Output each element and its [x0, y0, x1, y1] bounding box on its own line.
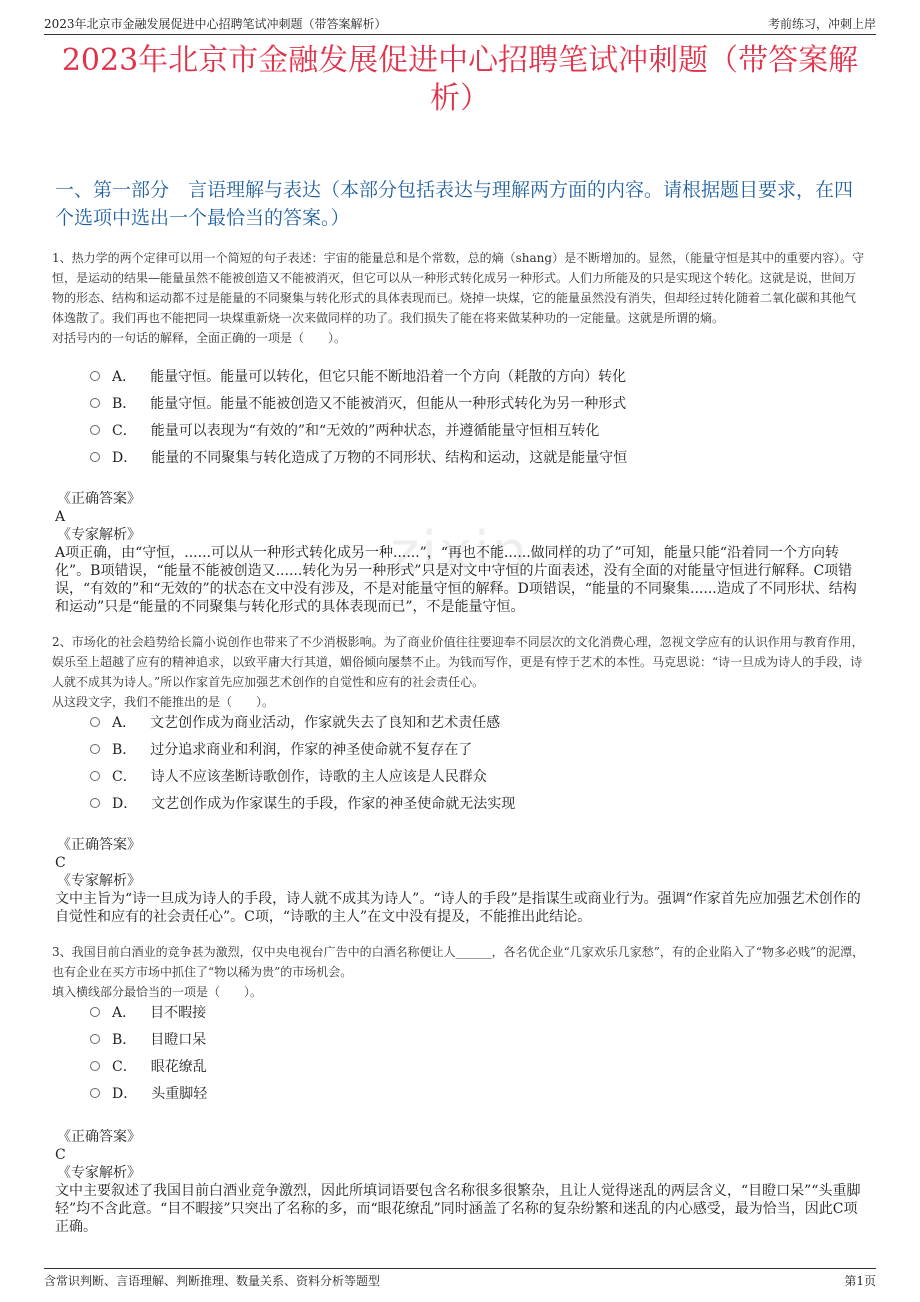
question-2-stem [52, 632, 865, 712]
option-a[interactable] [90, 998, 207, 1025]
option-c[interactable] [90, 762, 515, 789]
option-key: B． [112, 1031, 137, 1048]
option-text: 头重脚轻 [151, 1085, 208, 1102]
option-key: A． [112, 1004, 137, 1021]
question-stem-text: 2、市场化的社会趋势给长篇小说创作也带来了不少消极影响。为了商业价值往往要迎奉不同层次的文化消费心理，忽视文学应有的认识作用与教育作用，娱乐至上超越了应有的精神追求，以致平庸大行其道，媚俗倾向屡禁不止。为钱而写作，更是有悖于艺术的本性。马克思说：“诗一旦成为诗人的手段，诗人就不成其为诗人。”所以作家首先应加强艺术创作的自觉性和应有的社会责任心。 [52, 635, 864, 689]
option-text: 过分追求商业和利润，作家的神圣使命就不复存在了 [150, 741, 473, 758]
option-text: 诗人不应该垄断诗歌创作，诗歌的主人应该是人民群众 [150, 768, 487, 785]
question-stem-text: 1、热力学的两个定律可以用一个简短的句子表述：宇宙的能量总和是个常数，总的熵（shang）是不断增加的。显然，（能量守恒是其中的重要内容）。守恒，是运动的结果—能量虽然不能被创造又不能被消灭，但它可以从一种形式转化成另一种形式。人们力所能及的只是实现这个转化。这就是说，世间万物的形态、结构和运动都不过是能量的不同聚集与转化形式的具体表现而已。烧掉一块煤，它的能量虽然没有消失，但却经过转化随着二氧化碳和其他气体逸散了。我们再也不能把同一块煤重新烧一次来做同样的功了。我们损失了能在将来做某种功的一定能量。这就是所谓的熵。 [52, 251, 865, 325]
option-text: 眼花缭乱 [150, 1058, 207, 1075]
question-stem-text: 3、我国目前白酒业的竞争甚为激烈，仅中央电视台广告中的白酒名称便让人______，各名优企业“几家欢乐几家愁”，有的企业陷入了“物多必贱”的泥潭，也有企业在买方市场中抓住了“物以稀为贵”的市场机会。 [52, 945, 865, 979]
radio-icon[interactable] [90, 1034, 100, 1044]
analysis-text: A项正确，由“守恒，......可以从一种形式转化成另一种......”，“再也不能......做同样的功了”可知，能量只能“沿着同一个方向转化”。B项错误，“能量不能被创造又......转化为另一种形式”只是对文中守恒的片面表述，没有全面的对能量守恒进行解释。C项错误，“有效的”和“无效的”的状态在文中没有涉及，不是对能量守恒的解释。D项错误，“能量的不同聚集......造成了不同形状、结构和运动”只是“能量的不同聚集与转化形式的具体表现而已”，不是能量守恒。 [55, 545, 857, 615]
option-text: 文艺创作成为商业活动，作家就失去了良知和艺术责任感 [150, 714, 501, 731]
header-doc-title: 2023年北京市金融发展促进中心招聘笔试冲刺题（带答案解析） [44, 17, 387, 31]
option-d[interactable] [90, 1079, 207, 1106]
analysis-label: 《专家解析》 [57, 527, 141, 543]
question-1-options [90, 362, 627, 470]
radio-icon[interactable] [90, 717, 100, 727]
radio-icon[interactable] [90, 371, 100, 381]
section-heading: 一、第一部分 言语理解与表达（本部分包括表达与理解两方面的内容。请根据题目要求，在四个选项中选出一个最恰当的答案。） [55, 179, 854, 229]
radio-icon[interactable] [90, 798, 100, 808]
question-3-options [90, 998, 207, 1106]
answer-label: 《正确答案》 [57, 491, 141, 507]
option-key: D． [112, 449, 138, 466]
footer-topics: 含常识判断、言语理解、判断推理、数量关系、资料分析等题型 [44, 1274, 381, 1288]
option-d[interactable] [90, 789, 515, 816]
radio-icon[interactable] [90, 425, 100, 435]
option-text: 能量守恒。能量不能被创造又不能被消灭，但能从一种形式转化为另一种形式 [150, 395, 627, 412]
option-text: 能量守恒。能量可以转化，但它只能不断地沿着一个方向（耗散的方向）转化 [150, 368, 627, 385]
document-title: 2023年北京市金融发展促进中心招聘笔试冲刺题（带答案解析） [61, 43, 859, 116]
answer-value: C [55, 855, 66, 871]
option-text: 目瞪口呆 [150, 1031, 207, 1048]
radio-icon[interactable] [90, 452, 100, 462]
option-a[interactable] [90, 362, 627, 389]
option-c[interactable] [90, 416, 627, 443]
option-text: 目不暇接 [150, 1004, 207, 1021]
question-3-answer [55, 1128, 865, 1236]
option-b[interactable] [90, 389, 627, 416]
radio-icon[interactable] [90, 1007, 100, 1017]
page-header [44, 10, 876, 35]
question-2-options [90, 708, 515, 816]
radio-icon[interactable] [90, 1088, 100, 1098]
option-key: D． [112, 1085, 138, 1102]
question-2-answer [55, 836, 865, 926]
question-ask: 从这段文字，我们不能推出的是（ ）。 [52, 695, 275, 709]
option-key: C． [112, 768, 137, 785]
option-key: B． [112, 395, 137, 412]
question-ask: 填入横线部分最恰当的一项是（ ）。 [52, 985, 263, 999]
option-b[interactable] [90, 735, 515, 762]
option-a[interactable] [90, 708, 515, 735]
page-number: 第1页 [844, 1274, 876, 1288]
radio-icon[interactable] [90, 398, 100, 408]
analysis-label: 《专家解析》 [57, 1165, 141, 1181]
radio-icon[interactable] [90, 1061, 100, 1071]
page-footer [44, 1268, 876, 1289]
answer-label: 《正确答案》 [57, 837, 141, 853]
option-b[interactable] [90, 1025, 207, 1052]
option-d[interactable] [90, 443, 627, 470]
header-slogan: 考前练习，冲刺上岸 [767, 17, 876, 31]
option-text: 能量的不同聚集与转化造成了万物的不同形状、结构和运动，这就是能量守恒 [151, 449, 628, 466]
answer-value: A [55, 509, 66, 525]
question-ask: 对括号内的一句话的解释，全面正确的一项是（ ）。 [52, 331, 347, 345]
question-3-stem [52, 942, 865, 1002]
radio-icon[interactable] [90, 771, 100, 781]
option-key: D． [112, 795, 138, 812]
option-text: 文艺创作成为作家谋生的手段，作家的神圣使命就无法实现 [151, 795, 516, 812]
question-1-stem [52, 248, 865, 348]
option-key: A． [112, 368, 137, 385]
question-1-answer [55, 490, 865, 616]
option-key: B． [112, 741, 137, 758]
answer-value: C [55, 1147, 66, 1163]
option-text: 能量可以表现为“有效的”和“无效的”两种状态，并遵循能量守恒相互转化 [150, 422, 600, 439]
option-key: C． [112, 422, 137, 439]
analysis-text: 文中主旨为“诗一旦成为诗人的手段，诗人就不成其为诗人”。“诗人的手段”是指谋生或商业行为。强调“作家首先应加强艺术创作的自觉性和应有的社会责任心”。C项，“诗歌的主人”在文中没有提及，不能推出此结论。 [55, 891, 861, 925]
watermark: zixin [390, 520, 530, 585]
option-key: A． [112, 714, 137, 731]
option-key: C． [112, 1058, 137, 1075]
answer-label: 《正确答案》 [57, 1129, 141, 1145]
analysis-label: 《专家解析》 [57, 873, 141, 889]
radio-icon[interactable] [90, 744, 100, 754]
analysis-text: 文中主要叙述了我国目前白酒业竞争激烈，因此所填词语要包含名称很多很繁杂，且让人觉得迷乱的两层含义，“目瞪口呆”“头重脚轻”均不含此意。“目不暇接”只突出了名称的多，而“眼花缭乱”同时涵盖了名称的复杂纷繁和迷乱的内心感受，最为恰当，因此C项正确。 [55, 1183, 861, 1235]
option-c[interactable] [90, 1052, 207, 1079]
